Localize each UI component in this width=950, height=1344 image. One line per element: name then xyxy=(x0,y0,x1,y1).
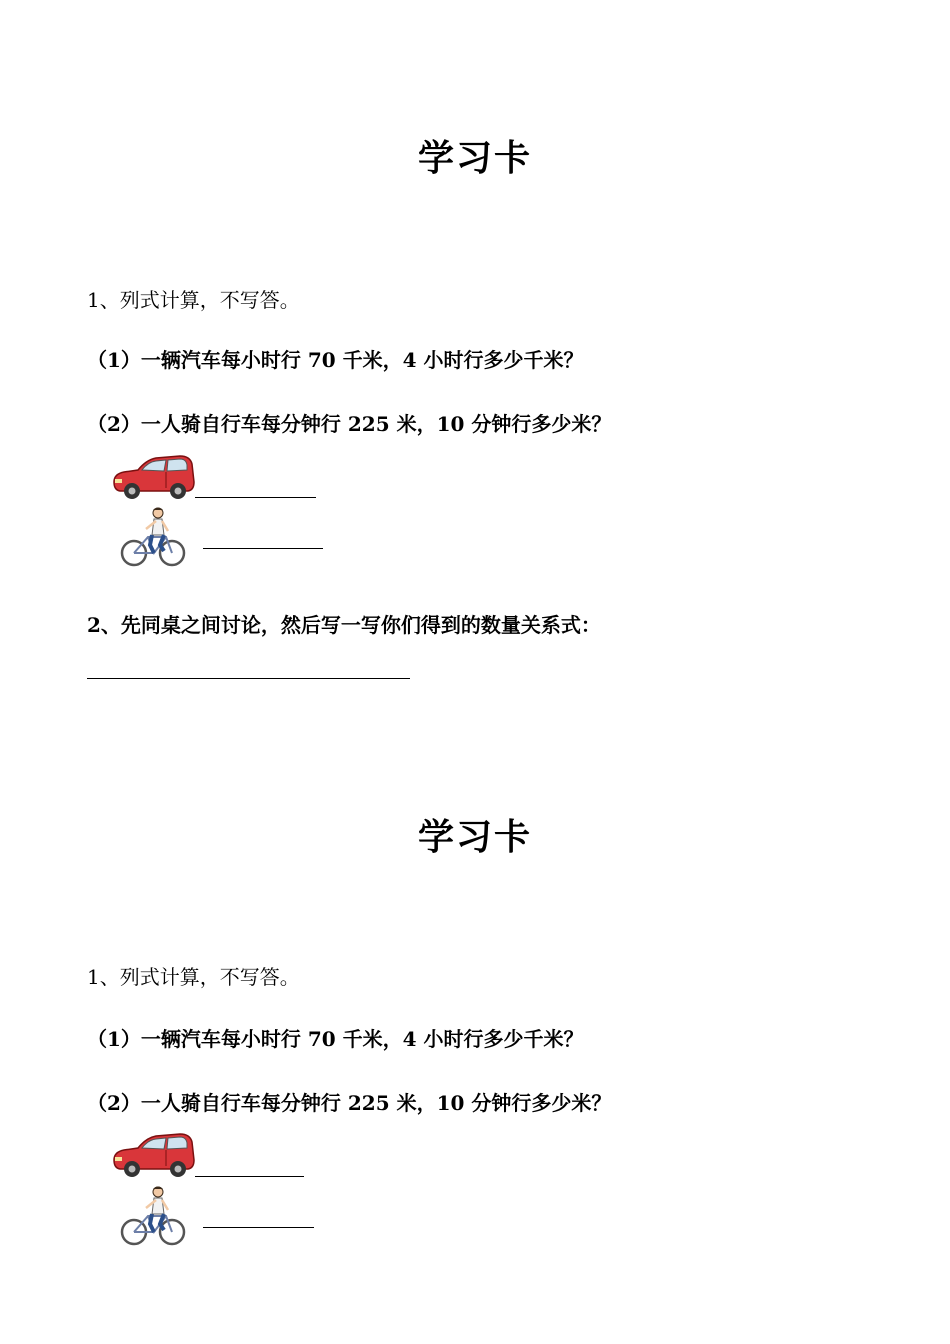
card-1-title: 学习卡 xyxy=(417,137,532,179)
card-1-question-1-part-2: （2）一人骑自行车每分钟行 225 米，10 分钟行多少米？ xyxy=(87,412,612,436)
relation-answer-line[interactable] xyxy=(87,678,410,679)
bicycle-answer-line[interactable] xyxy=(203,1227,314,1228)
bicycle-answer-line[interactable] xyxy=(203,548,323,549)
card-2-question-1-heading: 1、列式计算，不写答。 xyxy=(87,965,300,989)
card-2-question-1-part-2: （2）一人骑自行车每分钟行 225 米，10 分钟行多少米？ xyxy=(87,1091,612,1115)
card-2-title: 学习卡 xyxy=(417,816,532,858)
card-2-question-1-part-1: （1）一辆汽车每小时行 70 千米，4 小时行多少千米？ xyxy=(87,1027,584,1051)
card-1-question-1-heading: 1、列式计算，不写答。 xyxy=(87,288,300,312)
car-icon xyxy=(110,452,196,502)
cyclist-icon xyxy=(120,1184,188,1248)
cyclist-icon xyxy=(120,505,188,569)
car-answer-line[interactable] xyxy=(195,497,316,498)
car-answer-line[interactable] xyxy=(195,1176,304,1177)
card-1-question-1-part-1: （1）一辆汽车每小时行 70 千米，4 小时行多少千米？ xyxy=(87,348,584,372)
card-1-question-2-heading: 2、先同桌之间讨论，然后写一写你们得到的数量关系式： xyxy=(87,613,601,637)
car-icon xyxy=(110,1130,196,1180)
